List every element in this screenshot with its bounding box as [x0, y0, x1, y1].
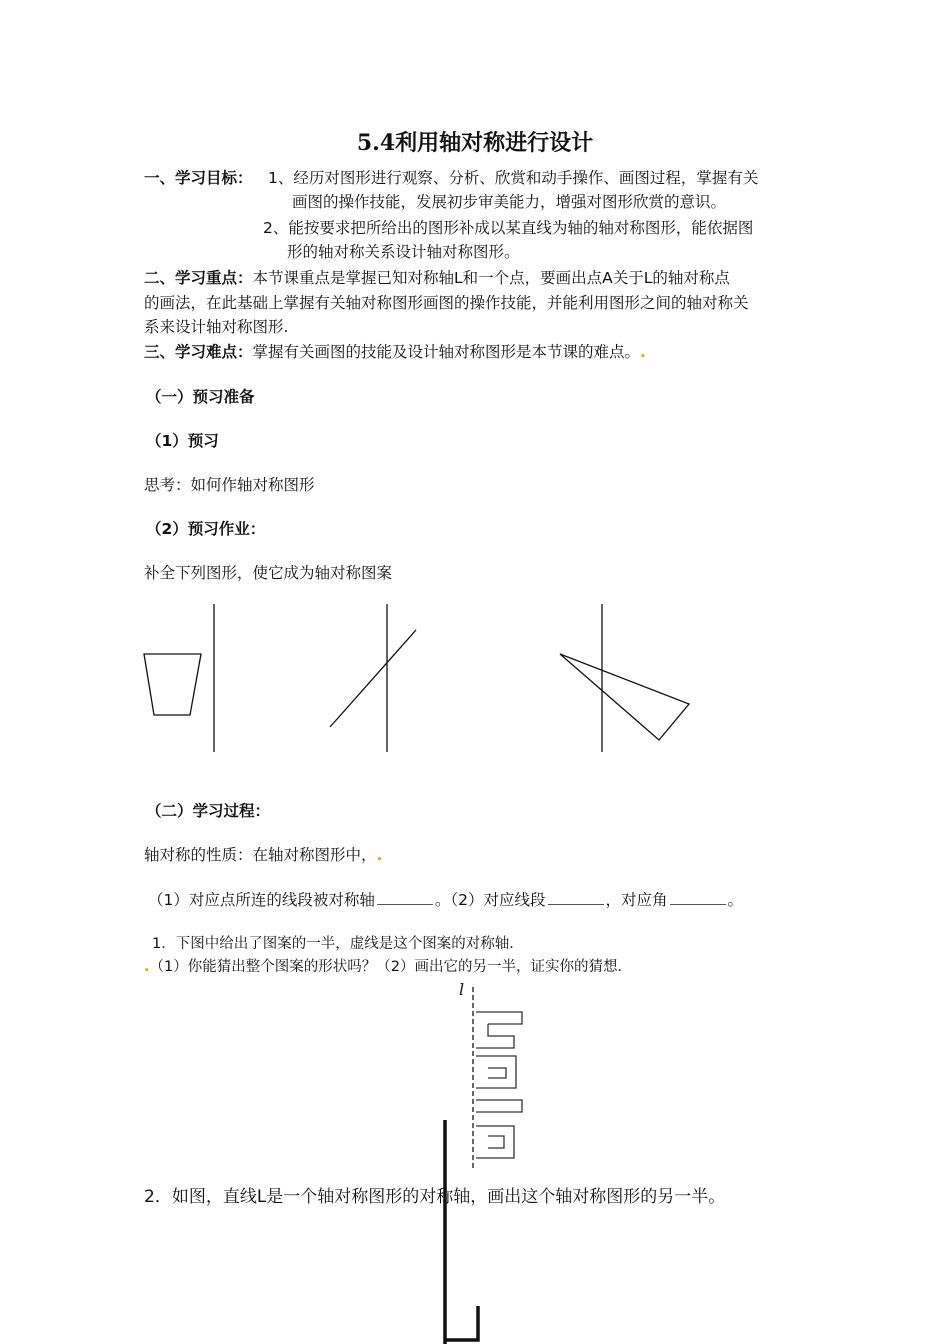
- question-1-text-2: （1）你能猜出整个图案的形状吗？（2）画出它的另一半，证实你的猜想．: [149, 959, 632, 975]
- triangle-shape: [560, 654, 689, 740]
- marker-dot: .: [640, 343, 646, 361]
- pattern-bar-lower: [476, 1100, 522, 1112]
- page-title: 5.4利用轴对称进行设计: [356, 130, 594, 156]
- goals-label: 一、学习目标：: [144, 169, 253, 187]
- think-question: 思考：如何作轴对称图形: [144, 476, 315, 494]
- question-2: 2．如图，直线L是一个轴对称图形的对称轴，画出这个轴对称图形的另一半。: [144, 1187, 726, 1207]
- section1-sub2: （2）预习作业：: [146, 520, 266, 538]
- question-1-line-1: 1．下图中给出了图案的一半，虚线是这个图案的对称轴．: [152, 936, 524, 952]
- fill-text-a: （1）对应点所连的线段被对称轴: [148, 891, 375, 909]
- section1-heading: （一）预习准备: [146, 388, 255, 406]
- pattern-box-bottom: [476, 1126, 514, 1158]
- fill-text-b: 。（2）对应线段: [434, 891, 546, 909]
- pattern-step-1: [476, 1024, 514, 1048]
- exercise-task: 补全下列图形，使它成为轴对称图案: [144, 564, 393, 582]
- section1-sub1: （1）预习: [146, 432, 219, 450]
- pattern-box-middle: [476, 1056, 516, 1088]
- property-text: 轴对称的性质：在轴对称图形中，: [144, 846, 377, 864]
- question-2-figure: [445, 1120, 478, 1344]
- marker-dot: .: [376, 846, 383, 864]
- pattern-box-inner: [488, 1068, 506, 1078]
- goal-1-line-1: 1、经历对图形进行观察、分析、欣赏和动手操作、画图过程，掌握有关: [268, 169, 759, 187]
- section2-heading: （二）学习过程：: [146, 802, 271, 820]
- key-points-text-1: 本节课重点是掌握已知对称轴L和一个点，要画出点A关于L的轴对称点: [252, 269, 730, 287]
- axis-label-l: l: [459, 980, 465, 999]
- pattern-box-bottom-inner: [488, 1136, 504, 1148]
- difficulty-text: 掌握有关画图的技能及设计轴对称图形是本节课的难点。: [252, 343, 641, 361]
- key-points-label: 二、学习重点：: [144, 269, 253, 287]
- goal-2-line-1: 2、能按要求把所给出的图形补成以某直线为轴的轴对称图形，能依据图: [263, 219, 754, 237]
- trapezoid-shape: [144, 654, 201, 715]
- marker-dot: .: [144, 959, 150, 975]
- key-points-line-3: 系来设计轴对称图形.: [144, 318, 289, 336]
- goal-1-line-2: 画图的操作技能，发展初步审美能力，增强对图形欣赏的意识。: [292, 193, 727, 211]
- key-points-line-2: 的画法，在此基础上掌握有关轴对称图形画图的操作技能，并能利用图形之间的轴对称关: [144, 294, 749, 312]
- fill-text-d: 。: [727, 891, 744, 909]
- slanted-segment: [330, 630, 416, 727]
- fill-text-c: ，对应角: [605, 891, 668, 909]
- difficulty-label: 三、学习难点：: [144, 343, 253, 361]
- partial-figure-half: [445, 1306, 478, 1340]
- half-pattern-figure: [473, 987, 522, 1170]
- goal-2-line-2: 形的轴对称关系设计轴对称图形。: [287, 243, 520, 261]
- pattern-bar-top: [476, 1012, 522, 1024]
